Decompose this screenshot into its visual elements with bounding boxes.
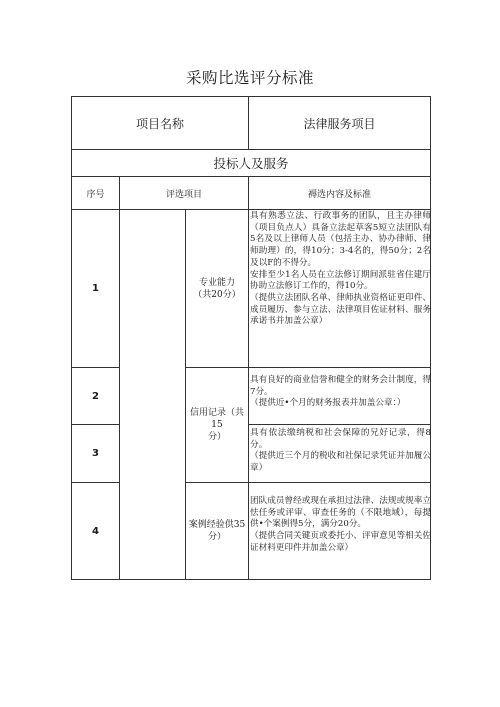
section-title: 投标人及服务 [213, 156, 289, 171]
row-3-criteria-line-1: 具有依法缴纳税和社会保障的兄好记录，得8分。 [250, 428, 431, 450]
row-1-criteria-line-3: （提供立法团队名单、律师执业资格证更印件、成员履历、参与立法、法律项目佐证材料、服务承诺书并加盖公章） [250, 292, 431, 327]
row-1-criteria-line-2: 安排至少1名人员在立法修订期间派驻省住建厅协助立法修订工作的，得10分。 [250, 269, 431, 292]
row-1-category: 专业能力 （共20分） [193, 277, 241, 300]
row-2-criteria-line-1: 具有良好的商业信誉和健全的财务会计制度，得7分。 [250, 375, 431, 397]
row-3-seq: 3 [92, 448, 99, 459]
row-2-seq: 2 [92, 390, 99, 402]
row-3-criteria-line-2: （提供近三个月的税收和社保记录凭证并加履公章） [250, 451, 431, 474]
row-1-criteria-line-1: 具有熟悉立法、行政事务的团队，且主办律师（项目负点人）具备立法起草客5短立法团队有5名及以上律师人员（包括主办、协办律师、律师助理）的，得10分；3-4名的，得50分；2名及以F的不得分。 [250, 211, 431, 268]
page-title: 采购比选评分标准 [185, 69, 314, 87]
scoring-table [71, 96, 431, 580]
row-4-criteria [249, 496, 432, 555]
row-1-criteria [249, 211, 432, 328]
row-4-category: 案例经验供35 分） [188, 520, 246, 542]
row-4-criteria-line-1: 团队成员曾经或现在承担过法律、法规或规率立怯任务或评审、审查任务的（不限地域），每提供•个案例得5分，满分20分。 [250, 496, 431, 530]
row-1-seq: 1 [92, 283, 99, 294]
column-header-criteria: 褥选内容及标准 [307, 189, 371, 200]
project-name-value: 法律服务项目 [303, 116, 376, 131]
row-4-criteria-line-2: （提供合同关键页或委托小、评审意见等相关佐证材料更印件并加盖公章） [250, 531, 431, 553]
row-2-criteria-line-2: （提供近•个月的财务报表并加盖公章：） [250, 398, 406, 409]
row-2-criteria [249, 375, 432, 410]
row-3-criteria [249, 428, 432, 475]
column-header-item: 评选项目 [165, 189, 202, 200]
column-header-seq: 序号 [86, 189, 105, 200]
row-2-3-category: 信用记录（共 15 分） [189, 408, 244, 442]
project-name-label: 项目名称 [135, 116, 184, 131]
row-4-seq: 4 [92, 525, 99, 537]
